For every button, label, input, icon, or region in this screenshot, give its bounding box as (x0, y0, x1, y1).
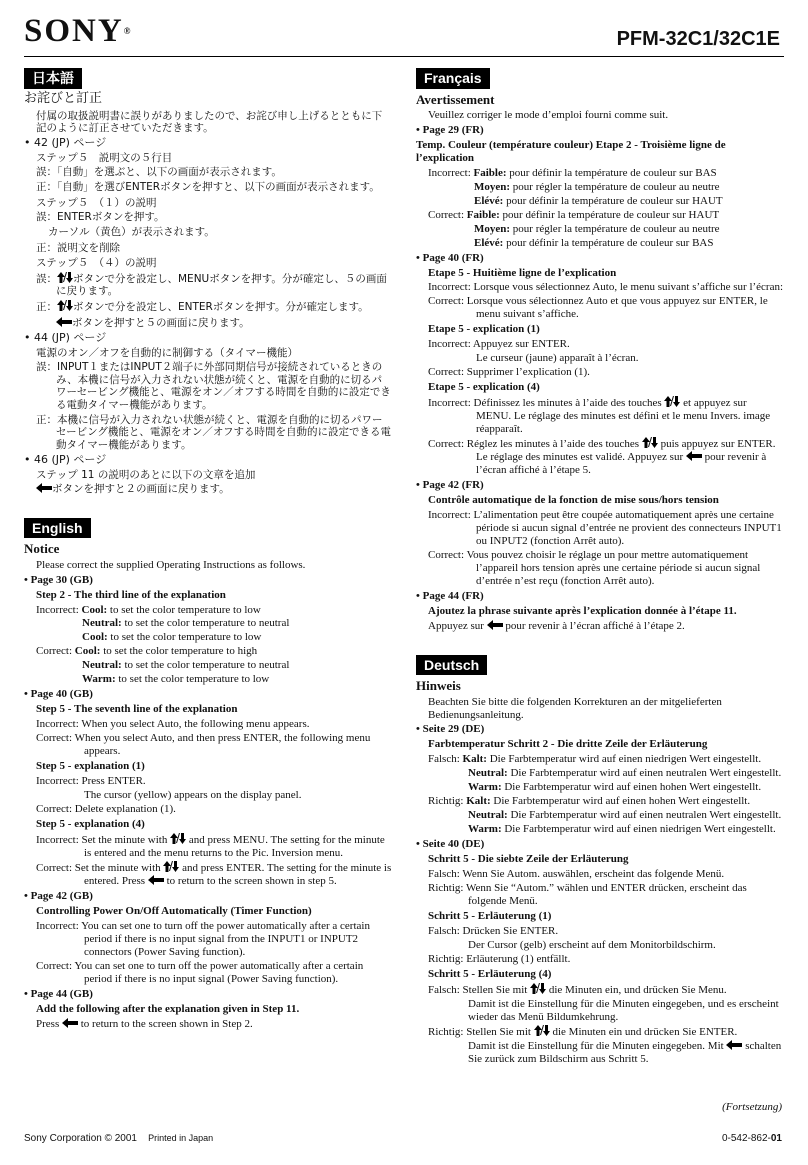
en-add-text: Press to return to the screen shown in Step 2. (36, 1017, 253, 1030)
lang-label-japanese: 日本語 (24, 68, 82, 89)
jp-error-3: 誤： ボタンで分を設定し、MENUボタンを押す。分が確定し、５の画面に戻ります。 (36, 272, 387, 297)
fr-e5-4: Etape 5 - explication (4) (428, 381, 540, 394)
jp-error-2b: カーソル（黄色）が表示されます。 (48, 226, 215, 239)
en-step2: Step 2 - The third line of the explanation (36, 588, 226, 601)
fr-e5-8: Etape 5 - Huitième ligne de l’explication (428, 266, 617, 279)
de-falsch-3c: Damit ist die Einstellung für die Minuten eingegeben, und es erscheint wieder das Menü Bildumkehrung. (468, 997, 779, 1023)
fr-page-29: • Page 29 (FR) (416, 123, 484, 136)
german-section (416, 653, 784, 1066)
fr-inc-3: Incorrect: Définissez les minutes à l’aide des touches et appuyez sur MENU. Le réglage des minutes est défini et le menu Invers. image réapparaît. (428, 397, 771, 436)
en-cor-4: Correct: You can set one to turn off the power automatically after a certain period if there is no input signal (Power Saving function). (36, 959, 364, 985)
back-arrow-icon (62, 1018, 78, 1028)
jp-correct-3: 正： ボタンで分を設定し、ENTERボタンを押す。分が確定します。 (36, 301, 369, 314)
fr-page-40: • Page 40 (FR) (416, 251, 484, 264)
de-seite-29: • Seite 29 (DE) (416, 723, 485, 736)
jp-correct-4: 正：本機に信号が入力されない状態が続くと、電源を自動的に切るパワーセービング機能と、電源をオン／オフする時間を自動的に設定できる電動タイマー機能があります。 (36, 413, 392, 451)
fr-inc-moyen: Moyen: pour régler la température de couleur au neutre (474, 180, 720, 193)
fr-cor-3: Correct: Réglez les minutes à l’aide des touches puis appuyez sur ENTER. Le réglage des minutes est validé. Appuyez sur pour revenir à l’écran affiché à l’étape 5. (428, 438, 776, 477)
fr-e5-1: Etape 5 - explication (1) (428, 323, 540, 336)
jp-correct-3b: ボタンを押すと５の画面に戻ります。 (36, 317, 392, 329)
fr-cor-eleve: Elévé: pour définir la température de couleur sur BAS (474, 236, 714, 249)
english-section (24, 516, 392, 1031)
de-richtig-kalt: Richtig: Kalt: Die Farbtemperatur wird auf einen hohen Wert eingestellt. (428, 795, 751, 808)
fr-cor-moyen: Moyen: pour régler la température de couleur au neutre (474, 222, 720, 235)
de-richtig-warm: Warm: Die Farbtemperatur wird auf einen niedrigen Wert eingestellt. (468, 823, 776, 836)
right-column (416, 66, 784, 1067)
french-section (416, 66, 784, 633)
en-cor-warm: Warm: to set the color temperature to low (82, 673, 270, 686)
de-falsch-3: Falsch: Stellen Sie mit die Minuten ein, und drücken Sie Menu. (428, 983, 727, 996)
model-number: PFM-32C1/32C1E (616, 28, 780, 50)
de-falsch-2b: Der Cursor (gelb) erscheint auf dem Monitorbildschirm. (468, 939, 716, 951)
en-inc-4: Incorrect: You can set one to turn off the power automatically after a certain period if there is no input signal from the INPUT1 or INPUT2 connectors (Power Saving function). (36, 919, 370, 958)
en-page-40: • Page 40 (GB) (24, 688, 93, 701)
de-falsch-2: Falsch: Drücken Sie ENTER. (428, 925, 559, 938)
up-down-arrow-icon (57, 300, 73, 311)
fr-cor-1: Correct: Lorsque vous sélectionnez Auto et que vous appuyez sur ENTER, le menu suivant s’affiche. (428, 295, 768, 321)
continued-note: (Fortsetzung) (722, 1101, 782, 1113)
jp-step5-1: ステップ５ （１）の説明 (36, 196, 157, 209)
footer-code: 0-542-862-01 (721, 1133, 782, 1144)
de-falsch-1: Falsch: Wenn Sie Autom. auswählen, erscheint das folgende Menü. (428, 868, 725, 881)
jp-page-42: • 42 (JP) ページ (24, 135, 107, 149)
de-schritt5-7: Schritt 5 - Die siebte Zeile der Erläuterung (428, 853, 629, 866)
en-step5-4: Step 5 - explanation (4) (36, 818, 145, 831)
de-richtig-3: Richtig: Stellen Sie mit die Minuten ein und drücken Sie ENTER. (428, 1025, 738, 1038)
en-cor-neutral: Neutral: to set the color temperature to neutral (82, 659, 290, 672)
de-intro: Beachten Sie bitte die folgenden Korrekturen an der mitgelieferten Bedienungsanleitung. (428, 695, 722, 721)
en-inc-2b: The cursor (yellow) appears on the display panel. (84, 789, 302, 802)
en-inc-1: Incorrect: When you select Auto, the following menu appears. (36, 718, 310, 731)
jp-correct-2: 正：説明文を削除 (36, 241, 120, 254)
en-inc-neutral: Neutral: to set the color temperature to neutral (82, 617, 290, 630)
footer-corp: Sony Corporation © 2001 Printed in Japan (24, 1133, 214, 1144)
header-rule (24, 56, 784, 57)
de-richtig-neutral: Neutral: Die Farbtemperatur wird auf einen neutralen Wert eingestellt. (468, 809, 782, 822)
fr-controle: Contrôle automatique de la fonction de mise sous/hors tension (428, 494, 719, 506)
lang-label-english: English (24, 518, 91, 539)
jp-timer-heading: 電源のオン／オフを自動的に制御する（タイマー機能） (36, 347, 298, 360)
jp-page-44: • 44 (JP) ページ (24, 331, 107, 345)
en-cor-2: Correct: Delete explanation (1). (36, 803, 176, 816)
fr-inc-2b: Le curseur (jaune) apparaît à l’écran. (476, 352, 639, 365)
de-falsch-kalt: Falsch: Kalt: Die Farbtemperatur wird auf einen niedrigen Wert eingestellt. (428, 753, 762, 766)
jp-title: お詫びと訂正 (24, 90, 103, 106)
jp-intro: 付属の取扱説明書に誤りがありましたので、お詫び申し上げるとともに下記のように訂正させていただきます。 (36, 109, 383, 135)
up-down-arrow-icon (534, 1025, 550, 1036)
fr-inc-2: Incorrect: Appuyez sur ENTER. (428, 338, 570, 351)
back-arrow-icon (487, 620, 503, 630)
en-add-heading: Add the following after the explanation given in Step 11. (36, 1002, 300, 1015)
de-richtig-3c: Damit ist die Einstellung für die Minuten eingegeben. Mit schalten Sie zurück zum Bildschirm aus Schritt 5. (468, 1039, 782, 1065)
jp-error-2: 誤：ENTERボタンを押す。 (36, 211, 165, 224)
de-falsch-warm: Warm: Die Farbtemperatur wird auf einen hohen Wert eingestellt. (468, 781, 762, 794)
de-farbtemperatur: Farbtemperatur Schritt 2 - Die dritte Zeile der Erläuterung (428, 738, 708, 751)
en-inc-cool: Incorrect: Cool: to set the color temperature to low (36, 603, 261, 616)
en-inc-3: Incorrect: Set the minute with and press MENU. The setting for the minute is entered and the menu returns to the Pic. Inversion menu. (36, 834, 385, 859)
japanese-section (24, 66, 392, 496)
fr-cor-faible: Correct: Faible: pour définir la température de couleur sur HAUT (428, 208, 720, 221)
en-page-42: • Page 42 (GB) (24, 889, 93, 902)
en-cor-cool: Correct: Cool: to set the color temperature to high (36, 645, 258, 658)
de-title: Hinweis (416, 678, 461, 694)
de-schritt5-4: Schritt 5 - Erläuterung (4) (428, 967, 552, 980)
fr-temp: Temp. Couleur (température couleur) Etape 2 - Troisième ligne de l’explication (416, 138, 726, 164)
fr-inc-4: Incorrect: L’alimentation peut être coupée automatiquement après une certaine période si aucun signal d’entrée ne provient des connecteurs INPUT1 ou INPUT2 (fonction Arrêt auto). (428, 508, 782, 547)
back-arrow-icon (686, 451, 702, 461)
fr-inc-faible: Incorrect: Faible: pour définir la température de couleur sur BAS (428, 166, 717, 179)
jp-correct-1: 正：「自動」を選びENTERボタンを押すと、以下の画面が表示されます。 (36, 181, 380, 194)
de-richtig-2: Richtig: Erläuterung (1) entfällt. (428, 952, 571, 965)
jp-error-4: 誤：INPUT１またはINPUT２端子に外部同期信号が接続されているときのみ、本機に信号が入力されない状態が続くと、電源を自動的に切るパワーセービング機能と、電源をオン／オフする時間を自動的に設定できる電動タイマー機能があります。 (36, 361, 391, 411)
jp-step11: ステップ 11 の説明のあとに以下の文章を追加 (36, 469, 256, 481)
en-inc-2: Incorrect: Press ENTER. (36, 775, 146, 788)
en-cor-3: Correct: Set the minute with and press ENTER. The setting for the minute is entered. Press to return to the screen shown in step 5. (36, 861, 392, 887)
fr-title: Avertissement (416, 91, 495, 107)
up-down-arrow-icon (530, 983, 546, 994)
lang-label-french: Français (416, 68, 490, 89)
fr-page-42: • Page 42 (FR) (416, 479, 484, 492)
left-column (24, 66, 392, 1033)
en-cor-1: Correct: When you select Auto, and then press ENTER, the following menu appears. (36, 732, 371, 758)
jp-page-46: • 46 (JP) ページ (24, 453, 107, 467)
en-controlling: Controlling Power On/Off Automatically (Timer Function) (36, 904, 312, 917)
en-title: Notice (24, 541, 60, 557)
up-down-arrow-icon (57, 272, 73, 283)
jp-step5-4: ステップ５ （４）の説明 (36, 257, 157, 270)
jp-step5-line5: ステップ５ 説明文の５行目 (36, 151, 173, 164)
fr-cor-2: Correct: Supprimer l’explication (1). (428, 366, 590, 379)
up-down-arrow-icon (170, 833, 186, 844)
de-schritt5-1: Schritt 5 - Erläuterung (1) (428, 910, 552, 923)
up-down-arrow-icon (664, 396, 680, 407)
en-step5-7: Step 5 - The seventh line of the explanation (36, 703, 238, 716)
fr-inc-1: Incorrect: Lorsque vous sélectionnez Auto, le menu suivant s’affiche sur l’écran: (428, 281, 784, 294)
fr-add-text: Appuyez sur pour revenir à l’écran affiché à l’étape 2. (428, 619, 685, 632)
up-down-arrow-icon (642, 437, 658, 448)
fr-page-44: • Page 44 (FR) (416, 589, 484, 602)
en-intro: Please correct the supplied Operating Instructions as follows. (36, 558, 306, 571)
fr-inc-eleve: Elévé: pour définir la température de couleur sur HAUT (474, 194, 723, 207)
de-richtig-1: Richtig: Wenn Sie “Autom.” wählen und ENTER drücken, erscheint das folgende Menü. (428, 882, 747, 908)
en-page-30: • Page 30 (GB) (24, 573, 93, 586)
en-page-44: • Page 44 (GB) (24, 987, 93, 1000)
en-step5-1: Step 5 - explanation (1) (36, 760, 145, 773)
de-seite-40: • Seite 40 (DE) (416, 838, 485, 851)
fr-intro: Veuillez corriger le mode d’emploi fourni comme suit. (428, 108, 669, 121)
back-arrow-icon (148, 875, 164, 885)
jp-add-text: ボタンを押すと２の画面に戻ります。 (36, 483, 392, 495)
sony-logo: SONY® (24, 13, 131, 49)
jp-error-1: 誤：「自動」を選ぶと、以下の画面が表示されます。 (36, 165, 282, 178)
up-down-arrow-icon (163, 861, 179, 872)
fr-add-heading: Ajoutez la phrase suivante après l’explication donnée à l’étape 11. (428, 604, 737, 617)
back-arrow-icon (56, 317, 72, 327)
lang-label-german: Deutsch (416, 655, 487, 676)
back-arrow-icon (726, 1040, 742, 1050)
back-arrow-icon (36, 483, 52, 493)
en-inc-cool2: Cool: to set the color temperature to low (82, 631, 262, 644)
fr-cor-4: Correct: Vous pouvez choisir le réglage un pour mettre automatiquement l’appareil hors tension après une certaine période si aucun signal d’entrée n’est reçu (fonction Arrêt auto). (428, 548, 761, 587)
de-falsch-neutral: Neutral: Die Farbtemperatur wird auf einen neutralen Wert eingestellt. (468, 767, 782, 780)
